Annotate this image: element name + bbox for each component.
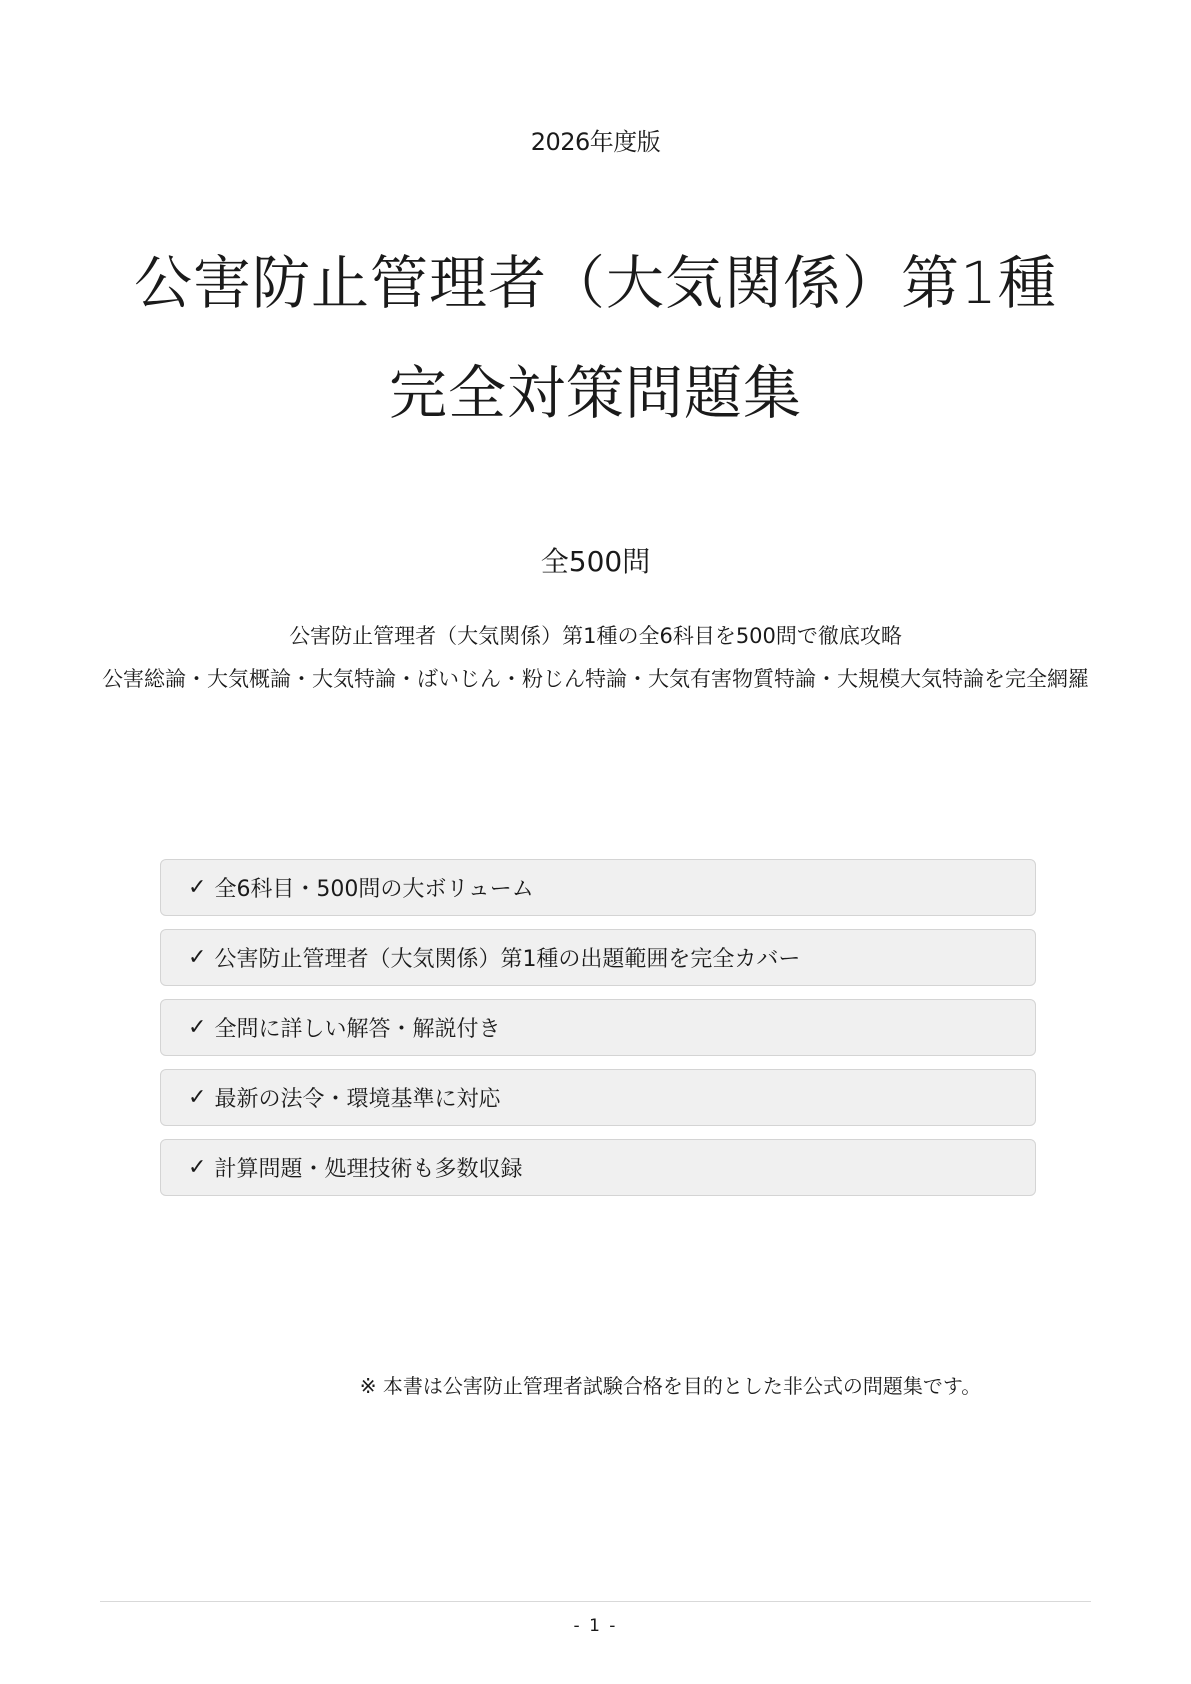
book-title-line-1: 公害防止管理者（大気関係）第1種: [134, 249, 1057, 317]
feature-list: [160, 859, 1036, 1209]
checkmark-icon: ✓: [188, 1015, 207, 1040]
feature-item: [160, 1139, 1036, 1196]
question-count: 全500問: [540, 545, 651, 578]
checkmark-icon: ✓: [188, 1155, 207, 1180]
description-line-1: 公害防止管理者（大気関係）第1種の全6科目を500問で徹底攻略: [289, 624, 902, 648]
feature-item: [160, 929, 1036, 986]
checkmark-icon: ✓: [188, 945, 207, 970]
feature-item: [160, 1069, 1036, 1126]
footer-divider: [100, 1601, 1091, 1602]
feature-text: 計算問題・処理技術も多数収録: [214, 1157, 523, 1182]
feature-item: [160, 999, 1036, 1056]
feature-item: [160, 859, 1036, 916]
edition-label: 2026年度版: [530, 128, 661, 156]
feature-text: 全問に詳しい解答・解説付き: [214, 1017, 501, 1042]
checkmark-icon: ✓: [188, 1085, 207, 1110]
feature-text: 最新の法令・環境基準に対応: [214, 1087, 501, 1112]
feature-text: 全6科目・500問の大ボリューム: [214, 877, 534, 902]
description-line-2: 公害総論・大気概論・大気特論・ばいじん・粉じん特論・大気有害物質特論・大規模大気特論を完全網羅: [102, 667, 1089, 691]
feature-text: 公害防止管理者（大気関係）第1種の出題範囲を完全カバー: [214, 947, 801, 972]
page-number: - 1 -: [573, 1616, 618, 1636]
book-title-line-2: 完全対策問題集: [388, 359, 802, 427]
disclaimer-note: ※ 本書は公害防止管理者試験合格を目的とした非公式の問題集です。: [359, 1374, 982, 1398]
checkmark-icon: ✓: [188, 875, 207, 900]
